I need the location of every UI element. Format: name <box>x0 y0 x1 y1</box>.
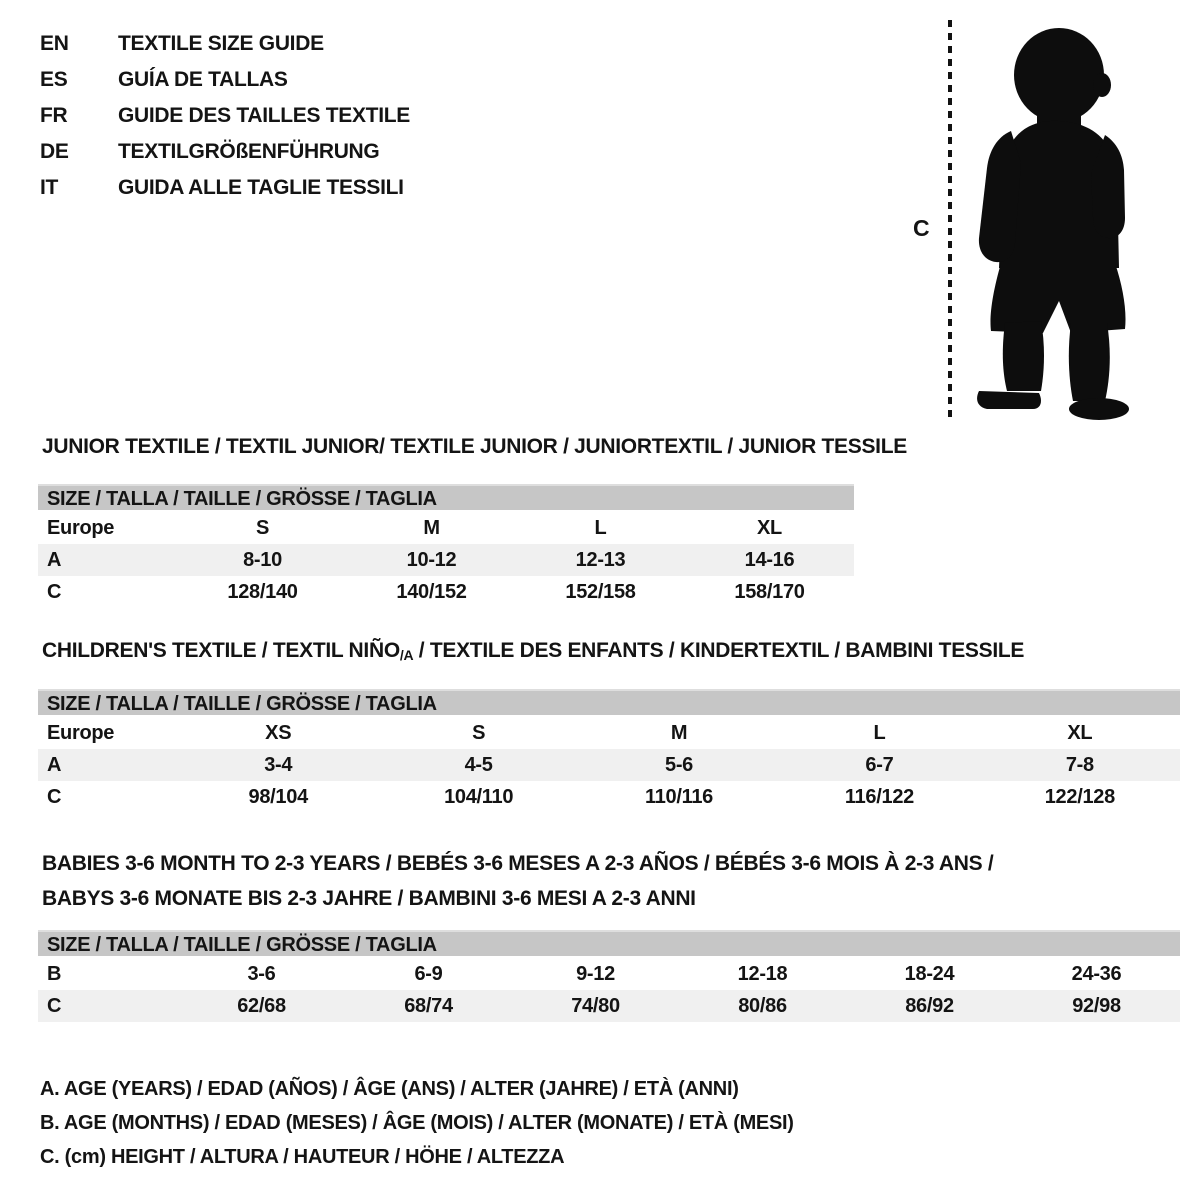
column-header-cell: S <box>472 721 486 744</box>
section-children-textile <box>38 640 1180 813</box>
language-code: FR <box>40 104 68 127</box>
legend-row-de <box>40 134 410 170</box>
region-label-cell: Europe <box>47 721 115 744</box>
guide-title-it: GUIDA ALLE TAGLIE TESSILI <box>118 176 404 199</box>
row-label-cell: A <box>47 753 62 776</box>
table-row-age <box>38 544 854 576</box>
toddler-figure <box>905 15 1167 427</box>
section-junior-textile <box>38 435 907 608</box>
column-header-cell: L <box>873 721 886 744</box>
section-title-line2: BABYS 3-6 MONATE BIS 2-3 JAHRE / BAMBINI 3-6 MESI A 2-3 ANNI <box>42 887 696 910</box>
table-cell: 116/122 <box>844 785 914 808</box>
language-code: IT <box>40 176 59 199</box>
language-legend <box>40 26 410 206</box>
table-row-height <box>38 576 854 608</box>
table-cell: 74/80 <box>571 994 620 1017</box>
guide-title-fr: GUIDE DES TAILLES TEXTILE <box>118 104 410 127</box>
row-label-cell: A <box>47 548 62 571</box>
table-cell: 140/152 <box>396 580 467 603</box>
table-cell: 128/140 <box>227 580 298 603</box>
table-header-row <box>38 512 854 544</box>
table-cell: 18-24 <box>904 962 955 985</box>
table-cell: 12-13 <box>575 548 626 571</box>
table-cell: 110/116 <box>645 785 714 808</box>
column-header-cell: M <box>670 721 688 744</box>
table-row-months <box>38 958 1180 990</box>
table-cell: 104/110 <box>444 785 514 808</box>
table-row-age <box>38 749 1180 781</box>
table-cell: 7-8 <box>1065 753 1094 776</box>
row-label-cell: C <box>47 785 62 808</box>
language-code: EN <box>40 32 69 55</box>
table-cell: 14-16 <box>744 548 795 571</box>
toddler-silhouette-icon <box>967 23 1145 421</box>
table-header-row <box>38 717 1180 749</box>
legend-notes <box>40 1072 794 1174</box>
table-cell: 92/98 <box>1072 994 1121 1017</box>
babies-size-table <box>38 930 1180 1022</box>
table-cell: 24-36 <box>1071 962 1122 985</box>
size-header-bar: SIZE / TALLA / TAILLE / GRÖSSE / TAGLIA <box>38 930 1180 956</box>
children-size-table <box>38 689 1180 813</box>
table-cell: 86/92 <box>905 994 954 1017</box>
table-cell: 122/128 <box>1044 785 1115 808</box>
height-measure-line <box>948 20 952 418</box>
note-height-cm: C. (cm) HEIGHT / ALTURA / HAUTEUR / HÖHE / ALTEZZA <box>40 1146 565 1168</box>
column-header-cell: M <box>423 516 440 539</box>
column-header-cell: L <box>594 516 607 539</box>
table-cell: 9-12 <box>576 962 615 985</box>
table-cell: 4-5 <box>464 753 493 776</box>
table-cell: 152/158 <box>565 580 636 603</box>
table-cell: 10-12 <box>406 548 457 571</box>
table-cell: 98/104 <box>248 785 308 808</box>
section-babies-textile <box>38 846 1180 1022</box>
language-code: ES <box>40 68 68 91</box>
legend-row-it <box>40 170 410 206</box>
legend-row-es <box>40 62 410 98</box>
table-cell: 8-10 <box>243 548 282 571</box>
column-header-cell: XL <box>757 516 782 539</box>
junior-size-table <box>38 484 854 608</box>
column-header-cell: S <box>255 516 270 539</box>
row-label-cell: B <box>47 962 62 985</box>
row-label-cell: C <box>47 580 62 603</box>
section-title <box>42 640 1180 663</box>
table-cell: 80/86 <box>738 994 787 1017</box>
table-cell: 6-7 <box>865 753 894 776</box>
table-cell: 3-6 <box>247 962 276 985</box>
guide-title-de: TEXTILGRÖßENFÜHRUNG <box>118 140 380 163</box>
table-cell: 158/170 <box>734 580 805 603</box>
section-title-part: CHILDREN'S TEXTILE / TEXTIL NIÑO <box>42 639 400 662</box>
table-cell: 5-6 <box>665 753 694 776</box>
region-label-cell: Europe <box>47 516 115 539</box>
section-title-line1: BABIES 3-6 MONTH TO 2-3 YEARS / BEBÉS 3-6 MESES A 2-3 AÑOS / BÉBÉS 3-6 MOIS À 2-3 ANS / <box>42 852 994 875</box>
table-row-height <box>38 781 1180 813</box>
size-header-bar: SIZE / TALLA / TAILLE / GRÖSSE / TAGLIA <box>38 484 854 510</box>
table-row-height <box>38 990 1180 1022</box>
size-header-bar: SIZE / TALLA / TAILLE / GRÖSSE / TAGLIA <box>38 689 1180 715</box>
language-code: DE <box>40 140 69 163</box>
table-cell: 68/74 <box>404 994 453 1017</box>
height-measure-label: C <box>913 215 930 241</box>
table-cell: 3-4 <box>264 753 293 776</box>
section-title-part: / TEXTILE DES ENFANTS / KINDERTEXTIL / BAMBINI TESSILE <box>413 639 1025 662</box>
guide-title-en: TEXTILE SIZE GUIDE <box>118 32 324 55</box>
table-cell: 6-9 <box>414 962 443 985</box>
section-title-subscript: /A <box>399 647 414 663</box>
guide-title-es: GUÍA DE TALLAS <box>118 68 288 91</box>
row-label-cell: C <box>47 994 62 1017</box>
section-title: JUNIOR TEXTILE / TEXTIL JUNIOR/ TEXTILE JUNIOR / JUNIORTEXTIL / JUNIOR TESSILE <box>42 435 907 458</box>
legend-row-fr <box>40 98 410 134</box>
column-header-cell: XL <box>1067 721 1093 744</box>
section-title-block <box>38 846 1180 916</box>
note-age-years: A. AGE (YEARS) / EDAD (AÑOS) / ÂGE (ANS) / ALTER (JAHRE) / ETÀ (ANNI) <box>40 1078 739 1100</box>
legend-row-en <box>40 26 410 62</box>
table-cell: 62/68 <box>237 994 286 1017</box>
column-header-cell: XS <box>265 721 292 744</box>
table-cell: 12-18 <box>737 962 788 985</box>
note-age-months: B. AGE (MONTHS) / EDAD (MESES) / ÂGE (MOIS) / ALTER (MONATE) / ETÀ (MESI) <box>40 1112 794 1134</box>
